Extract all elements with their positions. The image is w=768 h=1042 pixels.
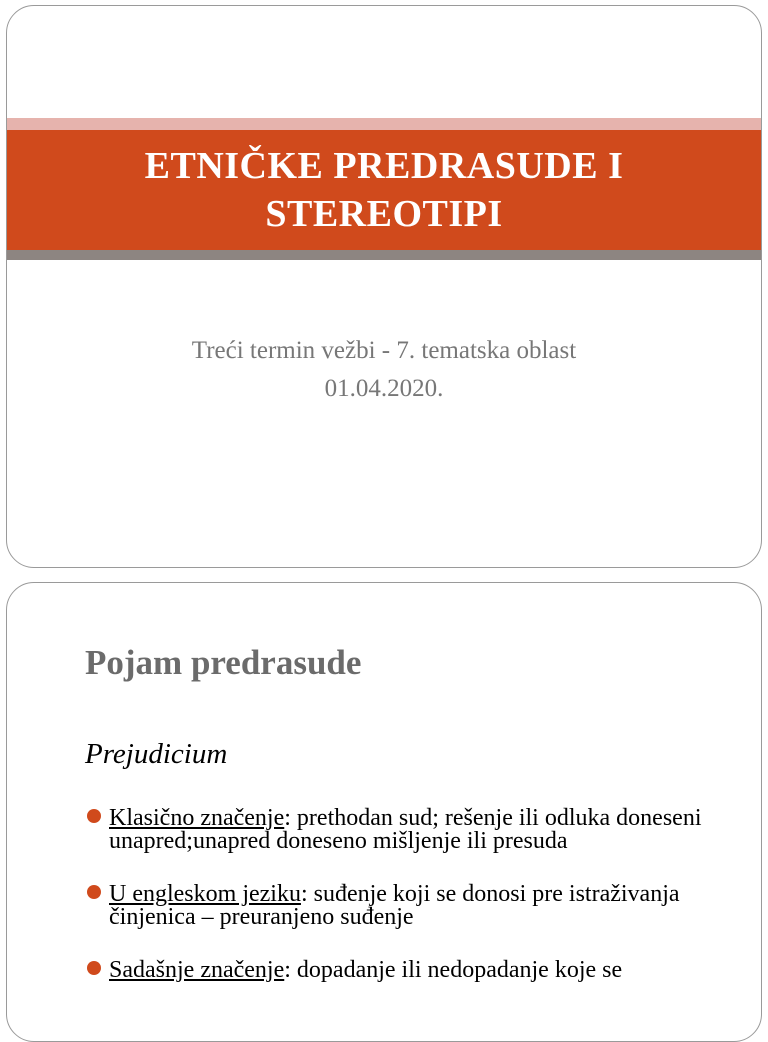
- bullet-item: [87, 883, 727, 929]
- bullet-text: : dopadanje ili nedopadanje koje se: [284, 957, 623, 983]
- bullet-text: : prethodan sud; rešenje ili odluka doneseni unapred;unapred doneseno mišljenje ili presuda: [109, 805, 702, 854]
- bullet-item: [87, 807, 727, 853]
- bullet-list: [87, 807, 727, 1012]
- slide-heading: Pojam predrasude: [85, 643, 362, 682]
- bullet-term: U engleskom jeziku: [109, 881, 301, 907]
- subtitle-line-1: Treći termin vežbi - 7. tematska oblast: [191, 337, 577, 364]
- bullet-dot-icon: [87, 809, 101, 823]
- bullet-term: Klasično značenje: [109, 805, 285, 831]
- slide-subheading: Prejudicium: [85, 738, 228, 770]
- bullet-text: : suđenje koji se donosi pre istraživanja činjenica – preuranjeno suđenje: [109, 881, 680, 930]
- slide-subtitle: [7, 332, 761, 408]
- title-band: [7, 130, 761, 250]
- slide-title: ETNIČKE PREDRASUDE I STEREOTIPI: [144, 145, 624, 235]
- subtitle-date: 01.04.2020.: [324, 375, 444, 402]
- bullet-dot-icon: [87, 961, 101, 975]
- bullet-item: [87, 959, 727, 982]
- title-slide: [6, 5, 762, 568]
- bullet-dot-icon: [87, 885, 101, 899]
- title-band-bottom-stripe: [7, 250, 761, 260]
- content-slide: [6, 582, 762, 1042]
- title-band-top-stripe: [7, 118, 761, 130]
- bullet-term: Sadašnje značenje: [109, 957, 285, 983]
